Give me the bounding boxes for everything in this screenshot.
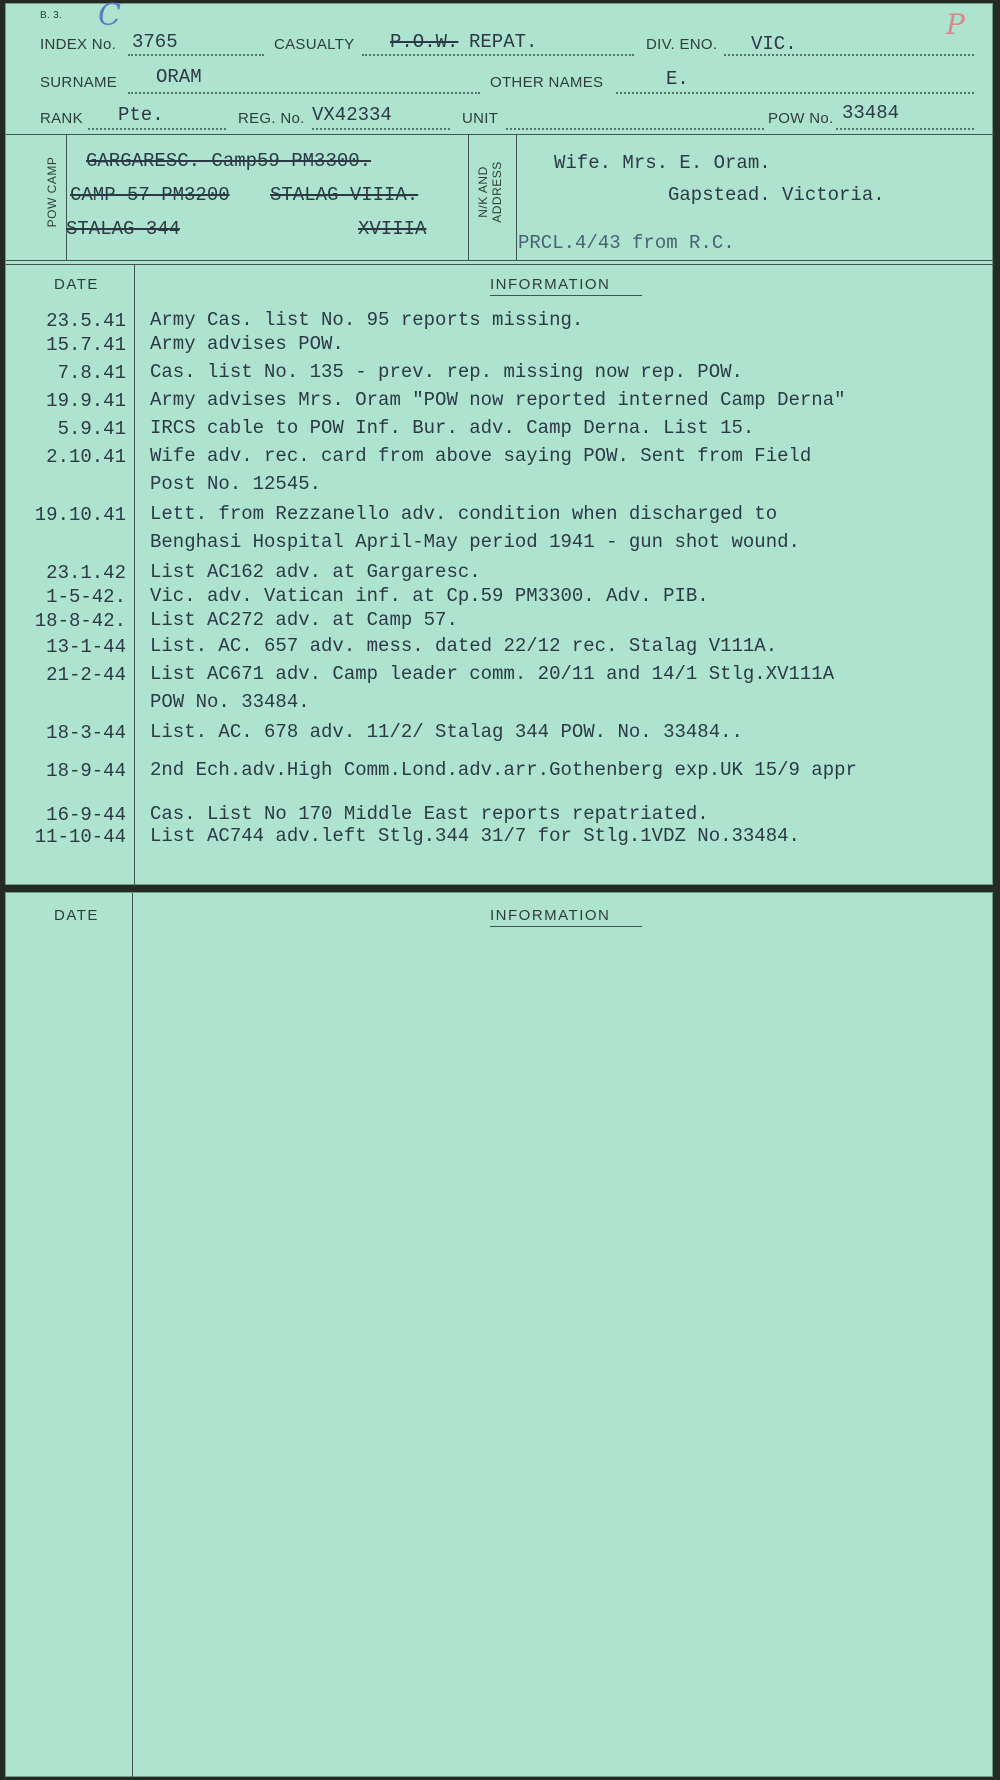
record-card-back	[5, 892, 993, 1777]
date-column-divider	[134, 264, 135, 886]
reg-no-dotted-line	[312, 128, 450, 130]
section-divider-bottom	[6, 264, 994, 265]
log-entry-date: 7.8.41	[57, 362, 126, 384]
log-entry-text: Benghasi Hospital April-May period 1941 - gun shot wound.	[150, 531, 800, 553]
section-divider-top	[6, 260, 994, 261]
log-entry-date: 13-1-44	[46, 636, 126, 658]
log-entry-text: Army Cas. list No. 95 reports missing.	[150, 309, 584, 331]
div-eno-label: DIV. ENO.	[646, 36, 718, 53]
casualty-label: CASUALTY	[274, 36, 355, 53]
form-code: B. 3.	[40, 10, 63, 21]
log-entry-text: Army advises POW.	[150, 333, 344, 355]
log-entry-date: 1-5-42.	[46, 586, 126, 608]
log-entry-text: Lett. from Rezzanello adv. condition when discharged to	[150, 503, 778, 525]
rank-label: RANK	[40, 110, 83, 127]
unit-dotted-line	[506, 128, 764, 130]
log-entry-date: 23.1.42	[46, 562, 126, 584]
div-eno-value: VIC.	[751, 33, 797, 55]
reg-no-label: REG. No.	[238, 110, 305, 127]
log-entry-text: 2nd Ech.adv.High Comm.Lond.adv.arr.Gothenberg exp.UK 15/9 appr	[150, 759, 857, 781]
date-column-header: DATE	[54, 276, 99, 293]
rank-value: Pte.	[118, 104, 164, 126]
log-entry-text: IRCS cable to POW Inf. Bur. adv. Camp Derna. List 15.	[150, 417, 755, 439]
pow-camp-line-1: GARGARESC. Camp59 PM3300.	[86, 150, 372, 172]
surname-dotted-line	[128, 92, 480, 94]
nok-label	[476, 144, 504, 240]
index-annotation: C	[98, 0, 121, 33]
back-information-column-header: INFORMATION	[490, 907, 611, 924]
log-entry-text: List AC744 adv.left Stlg.344 31/7 for Stlg.1VDZ No.33484.	[150, 825, 800, 847]
log-entry-date: 23.5.41	[46, 310, 126, 332]
log-entry-date: 18-8-42.	[34, 610, 126, 632]
pow-camp-label: POW CAMP	[45, 156, 59, 228]
log-entry-date: 5.9.41	[57, 418, 126, 440]
pow-camp-line-3-b: XVIIIA	[358, 218, 427, 240]
information-column-header: INFORMATION	[490, 276, 611, 293]
log-entry-date: 16-9-44	[46, 804, 126, 826]
index-label: INDEX No.	[40, 36, 117, 53]
pow-no-value: 33484	[842, 102, 900, 124]
nok-label-line-2: ADDRESS	[490, 161, 504, 223]
header-divider	[6, 134, 994, 135]
casualty-dotted-line	[362, 54, 634, 56]
back-date-column-divider	[132, 893, 133, 1778]
log-entry-date: 2.10.41	[46, 446, 126, 468]
casualty-value: REPAT.	[469, 31, 538, 53]
back-information-header-underline	[490, 926, 642, 927]
back-date-column-header: DATE	[54, 907, 99, 924]
nok-label-line-1: N/K AND	[476, 166, 490, 218]
log-entry-date: 15.7.41	[46, 334, 126, 356]
other-names-dotted-line	[616, 92, 974, 94]
log-entry-text: POW No. 33484.	[150, 691, 310, 713]
other-names-label: OTHER NAMES	[490, 74, 604, 91]
index-dotted-line	[128, 54, 264, 56]
log-entry-text: Post No. 12545.	[150, 473, 322, 495]
other-names-value: E.	[666, 68, 689, 90]
rank-dotted-line	[88, 128, 226, 130]
log-entry-date: 21-2-44	[46, 664, 126, 686]
log-entry-text: List. AC. 657 adv. mess. dated 22/12 rec. Stalag V111A.	[150, 635, 778, 657]
log-entry-text: Vic. adv. Vatican inf. at Cp.59 PM3300. Adv. PIB.	[150, 585, 709, 607]
nok-right-divider	[516, 134, 517, 260]
surname-label: SURNAME	[40, 74, 118, 91]
reg-no-value: VX42334	[312, 104, 392, 126]
log-entry-text: Wife adv. rec. card from above saying POW. Sent from Field	[150, 445, 812, 467]
nok-line-1: Wife. Mrs. E. Oram.	[554, 152, 771, 174]
log-entry-date: 18-3-44	[46, 722, 126, 744]
log-entry-text: List. AC. 678 adv. 11/2/ Stalag 344 POW. No. 33484..	[150, 721, 743, 743]
casualty-struck-value: P.O.W.	[390, 31, 459, 53]
log-entry-date: 19.10.41	[34, 504, 126, 526]
nok-note: PRCL.4/43 from R.C.	[518, 232, 735, 254]
log-entry-text: List AC671 adv. Camp leader comm. 20/11 and 14/1 Stlg.XV111A	[150, 663, 835, 685]
pow-camp-divider	[66, 134, 67, 260]
pow-camp-line-2-struck: CAMP 57 PM3200	[70, 184, 230, 206]
pow-camp-line-3-a: STALAG 344	[66, 218, 181, 240]
log-entry-text: List AC272 adv. at Camp 57.	[150, 609, 458, 631]
information-header-underline	[490, 295, 642, 296]
log-entry-text: Army advises Mrs. Oram "POW now reported interned Camp Derna"	[150, 389, 846, 411]
nok-left-divider	[468, 134, 469, 260]
pow-no-label: POW No.	[768, 110, 834, 127]
log-entry-text: Cas. list No. 135 - prev. rep. missing now rep. POW.	[150, 361, 743, 383]
pow-camp-line-2: STALAG VIIIA.	[270, 184, 419, 206]
index-number: 3765	[132, 31, 178, 53]
corner-mark: P	[946, 8, 965, 41]
pow-no-dotted-line	[836, 128, 974, 130]
surname-value: ORAM	[156, 66, 202, 88]
nok-line-2: Gapstead. Victoria.	[668, 184, 885, 206]
log-entry-date: 11-10-44	[34, 826, 126, 848]
log-entry-text: Cas. List No 170 Middle East reports repatriated.	[150, 803, 709, 825]
log-entry-date: 19.9.41	[46, 390, 126, 412]
log-entry-date: 18-9-44	[46, 760, 126, 782]
record-card-front	[5, 0, 993, 885]
log-entry-text: List AC162 adv. at Gargaresc.	[150, 561, 481, 583]
unit-label: UNIT	[462, 110, 499, 127]
